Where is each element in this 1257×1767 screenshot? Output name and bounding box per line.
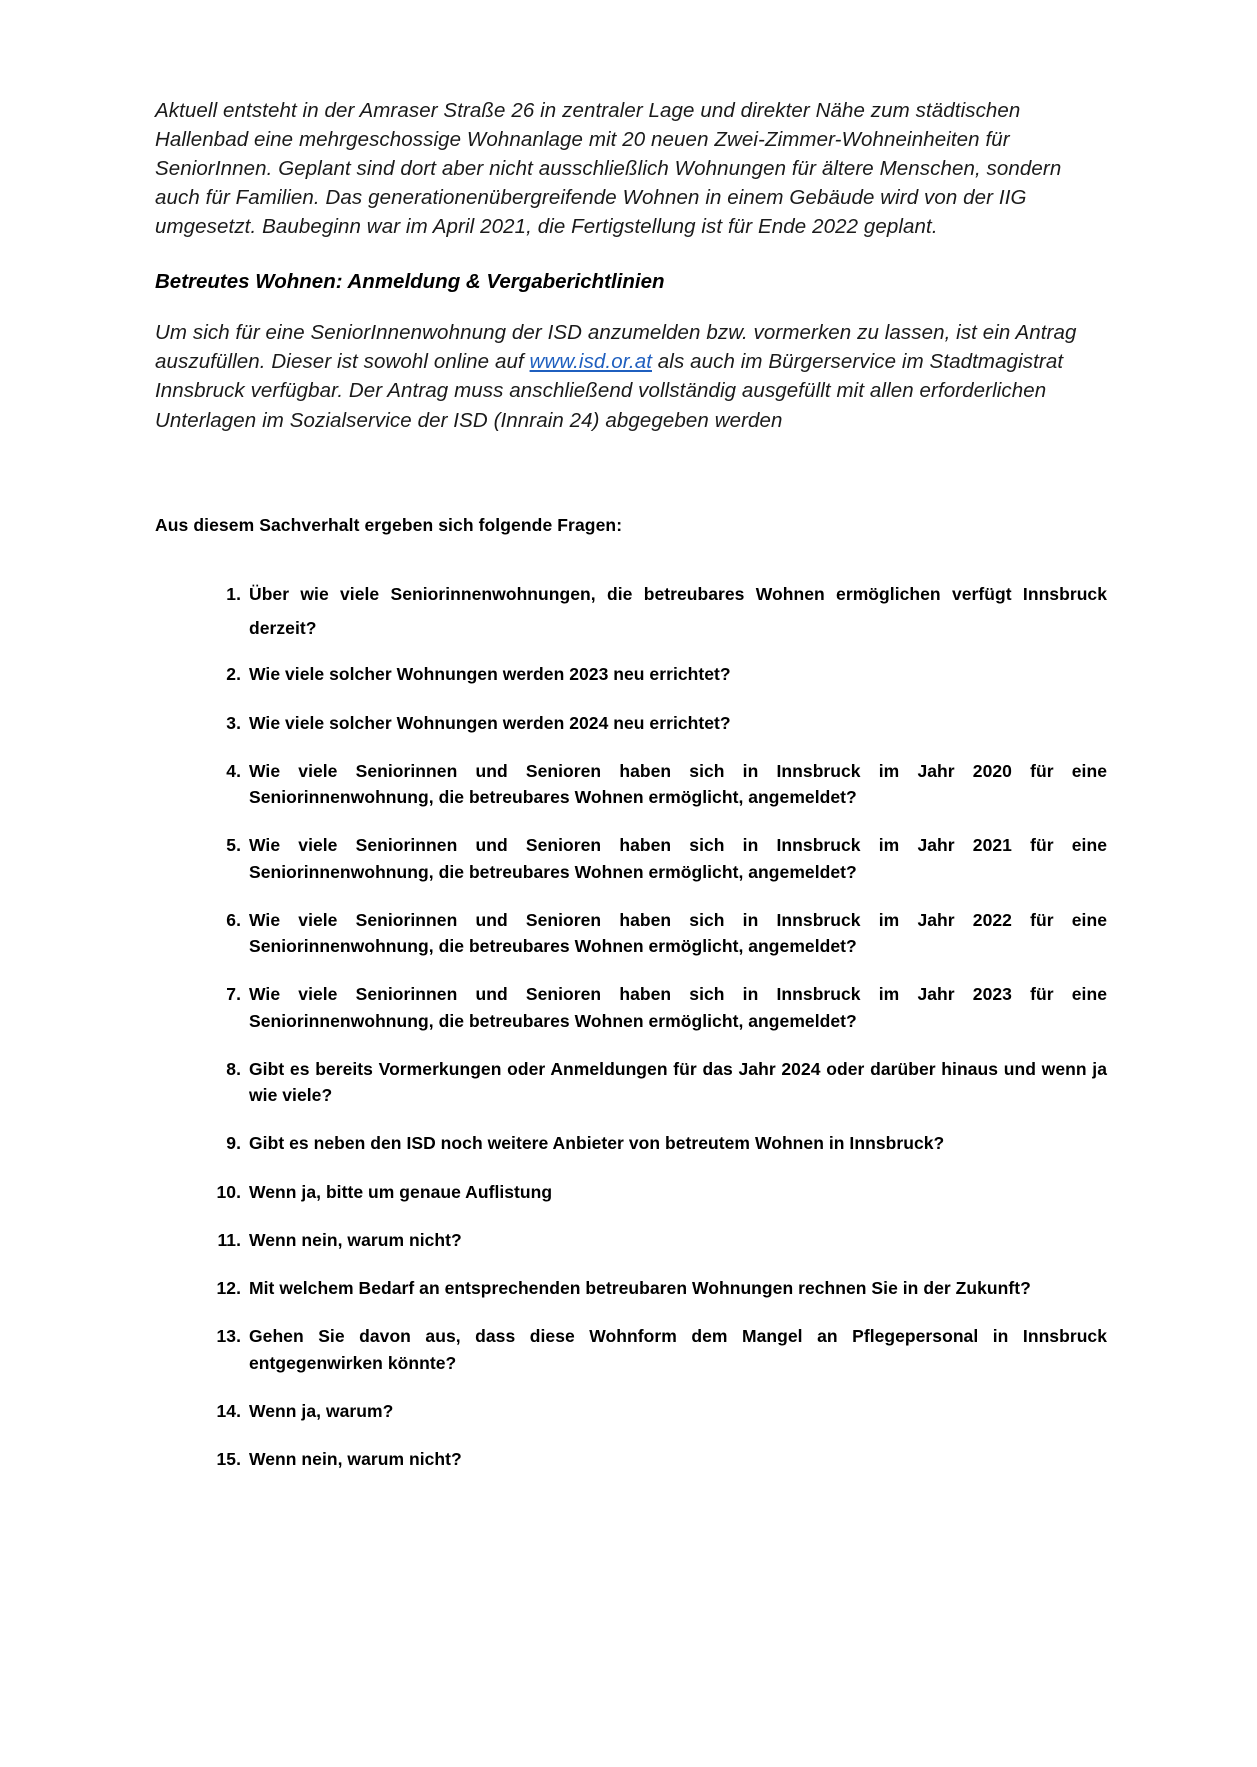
list-item: Wie viele Seniorinnen und Senioren haben sich in Innsbruck im Jahr 2023 für eine Seniorinnenwohnung, die betreubares Wohnen ermöglicht, angemeldet?: [249, 984, 1107, 1031]
questions-list: [155, 577, 1107, 1472]
list-item: Wenn ja, warum?: [249, 1400, 394, 1421]
questions-lead: Aus diesem Sachverhalt ergeben sich folgende Fragen:: [155, 514, 623, 535]
intro-paragraph-1: Aktuell entsteht in der Amraser Straße 26 in zentraler Lage und direkter Nähe zum städtischen Hallenbad eine mehrgeschossige Wohnanlage mit 20 neuen Zwei-Zimmer-Wohneinheiten für SeniorInnen. Geplant sind dort aber nicht ausschließlich Wohnungen für ältere Menschen, sondern auch für Familien. Das generationenübergreifende Wohnen in einem Gebäude wird von der IIG umgesetzt. Baubeginn war im April 2021, die Fertigstellung ist für Ende 2022 geplant.: [155, 99, 1062, 239]
intro-paragraph-2-part2: als auch im Bürgerservice im Stadtmagistrat Innsbruck verfügbar. Der Antrag muss anschließend vollständig ausgefüllt mit allen erforderlichen Unterlagen im Sozialservice der ISD (Innrain 24) abgegeben werden: [155, 350, 1064, 432]
list-item: Gibt es bereits Vormerkungen oder Anmeldungen für das Jahr 2024 oder darüber hinaus und wenn ja wie viele?: [249, 1058, 1107, 1106]
list-item: Wie viele Seniorinnen und Senioren haben sich in Innsbruck im Jahr 2021 für eine Seniorinnenwohnung, die betreubares Wohnen ermöglicht, angemeldet?: [249, 835, 1107, 882]
list-item: Mit welchem Bedarf an entsprechenden betreubaren Wohnungen rechnen Sie in der Zukunft?: [249, 1278, 1031, 1299]
intro-paragraph-2: [155, 318, 1107, 434]
section-subheading: Betreutes Wohnen: Anmeldung & Vergaberichtlinien: [155, 269, 665, 293]
list-item: Wenn nein, warum nicht?: [249, 1449, 462, 1470]
intro-paragraph-2-part1: Um sich für eine SeniorInnenwohnung der ISD anzumelden bzw. vormerken zu lassen, ist ein Antrag auszufüllen. Dieser ist sowohl online auf: [155, 321, 1077, 374]
list-item: Gibt es neben den ISD noch weitere Anbieter von betreutem Wohnen in Innsbruck?: [249, 1133, 945, 1154]
list-item: Wie viele solcher Wohnungen werden 2023 neu errichtet?: [249, 664, 731, 685]
isd-website-link[interactable]: www.isd.or.at: [529, 350, 652, 374]
list-item: Wenn nein, warum nicht?: [249, 1229, 462, 1250]
list-item: Wie viele Seniorinnen und Senioren haben sich in Innsbruck im Jahr 2022 für eine Seniorinnenwohnung, die betreubares Wohnen ermöglicht, angemeldet?: [249, 909, 1107, 957]
list-item: Über wie viele Seniorinnenwohnungen, die betreubares Wohnen ermöglichen verfügt Innsbruck derzeit?: [249, 584, 1107, 639]
list-item: Gehen Sie davon aus, dass diese Wohnform dem Mangel an Pflegepersonal in Innsbruck entgegenwirken könnte?: [249, 1326, 1107, 1373]
list-item: Wenn ja, bitte um genaue Auflistung: [249, 1181, 553, 1202]
list-item: Wie viele Seniorinnen und Senioren haben sich in Innsbruck im Jahr 2020 für eine Seniorinnenwohnung, die betreubares Wohnen ermöglicht, angemeldet?: [249, 760, 1107, 808]
list-item: Wie viele solcher Wohnungen werden 2024 neu errichtet?: [249, 712, 731, 733]
